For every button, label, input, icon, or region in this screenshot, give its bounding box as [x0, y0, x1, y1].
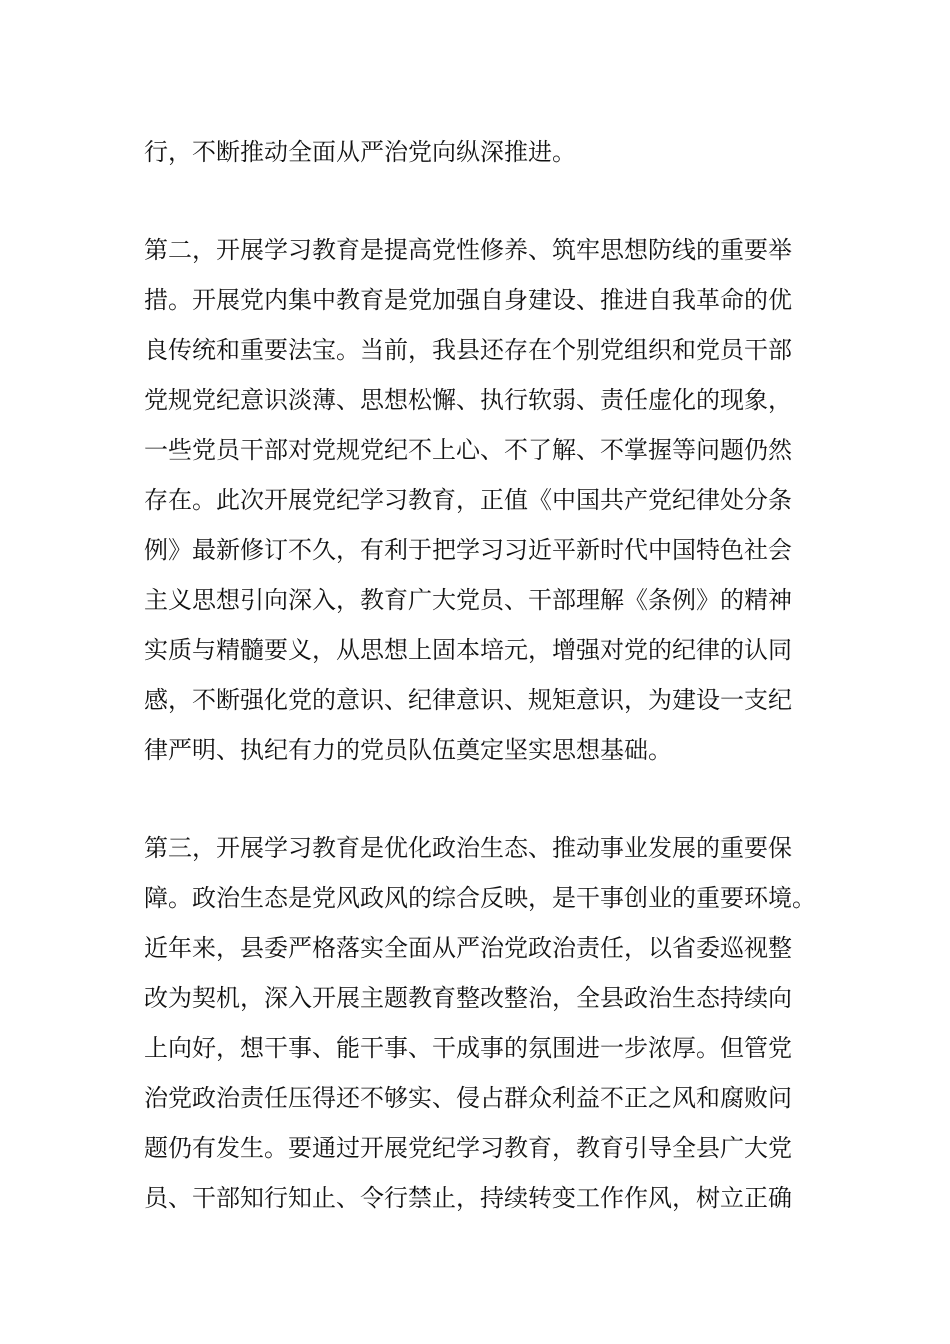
- text-line: 例》最新修订不久，有利于把学习习近平新时代中国特色社会: [144, 536, 792, 564]
- text-line: 员、干部知行知止、令行禁止，持续转变工作作风，树立正确: [144, 1184, 792, 1212]
- text-line: 题仍有发生。要通过开展党纪学习教育，教育引导全县广大党: [144, 1134, 792, 1162]
- text-line: 律严明、执纪有力的党员队伍奠定坚实思想基础。: [144, 736, 672, 764]
- text-line: 障。政治生态是党风政风的综合反映，是干事创业的重要环境。: [144, 884, 816, 912]
- text-line: 近年来，县委严格落实全面从严治党政治责任，以省委巡视整: [144, 934, 792, 962]
- text-line: 治党政治责任压得还不够实、侵占群众利益不正之风和腐败问: [144, 1084, 792, 1112]
- text-line: 第三，开展学习教育是优化政治生态、推动事业发展的重要保: [144, 834, 792, 862]
- text-line: 第二，开展学习教育是提高党性修养、筑牢思想防线的重要举: [144, 236, 792, 264]
- text-line: 良传统和重要法宝。当前，我县还存在个别党组织和党员干部: [144, 336, 792, 364]
- text-line: 党规党纪意识淡薄、思想松懈、执行软弱、责任虚化的现象，: [144, 386, 792, 414]
- text-line: 行，不断推动全面从严治党向纵深推进。: [144, 138, 576, 166]
- text-line: 感，不断强化党的意识、纪律意识、规矩意识，为建设一支纪: [144, 686, 792, 714]
- text-line: 主义思想引向深入，教育广大党员、干部理解《条例》的精神: [144, 586, 792, 614]
- text-line: 存在。此次开展党纪学习教育，正值《中国共产党纪律处分条: [144, 486, 792, 514]
- text-line: 改为契机，深入开展主题教育整改整治，全县政治生态持续向: [144, 984, 792, 1012]
- text-line: 措。开展党内集中教育是党加强自身建设、推进自我革命的优: [144, 286, 792, 314]
- text-line: 一些党员干部对党规党纪不上心、不了解、不掌握等问题仍然: [144, 436, 792, 464]
- text-line: 实质与精髓要义，从思想上固本培元，增强对党的纪律的认同: [144, 636, 792, 664]
- text-line: 上向好，想干事、能干事、干成事的氛围进一步浓厚。但管党: [144, 1034, 792, 1062]
